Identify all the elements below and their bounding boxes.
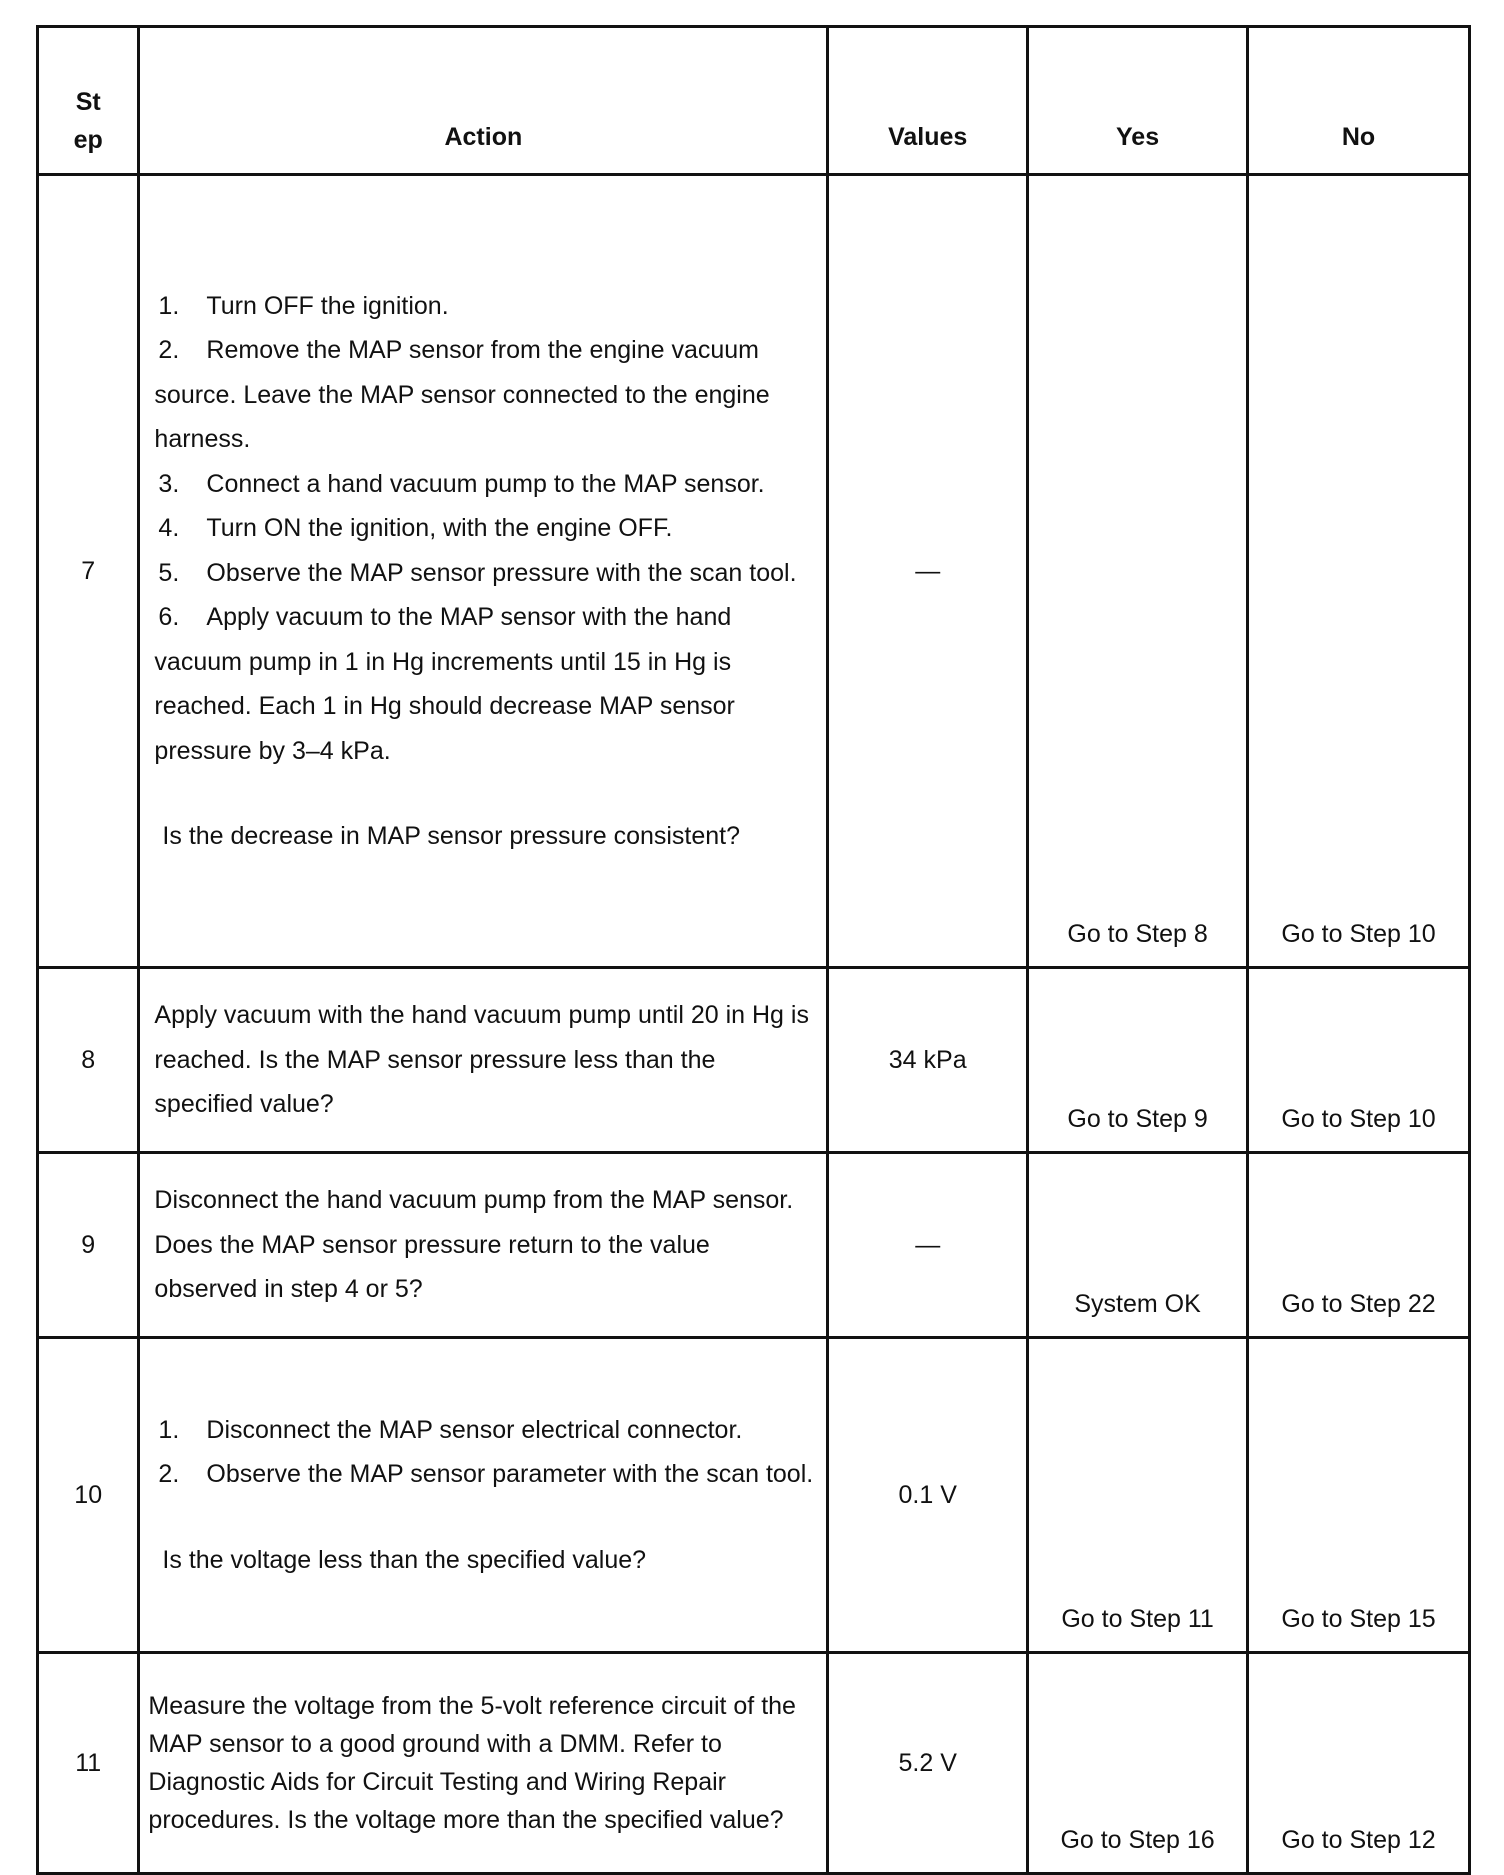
spacer xyxy=(154,773,814,814)
action-item-text: Apply vacuum to the MAP sensor with the hand vacuum pump in 1 in Hg increments until 15 in Hg is reached. Each 1 in Hg should decrease MAP sensor pressure by 3–4 kPa. xyxy=(154,603,735,765)
action-item-number: 2. xyxy=(158,336,180,364)
yes-cell: Go to Step 8 xyxy=(1028,175,1248,968)
header-yes: Yes xyxy=(1028,27,1248,175)
action-cell: Apply vacuum with the hand vacuum pump until 20 in Hg is reached. Is the MAP sensor pressure less than the specified value? xyxy=(139,968,828,1153)
header-row xyxy=(38,27,1470,175)
step-number: 9 xyxy=(38,1153,139,1338)
action-item xyxy=(154,1408,814,1453)
no-cell xyxy=(1248,175,1470,968)
no-cell xyxy=(1248,1653,1470,1874)
diagnostic-table xyxy=(36,25,1471,1875)
action-item xyxy=(154,328,814,462)
table-row xyxy=(38,968,1470,1153)
header-action: Action xyxy=(139,27,828,175)
value-cell: 34 kPa xyxy=(828,968,1028,1153)
action-item-text: Remove the MAP sensor from the engine vacuum source. Leave the MAP sensor connected to the engine harness. xyxy=(154,336,770,453)
no-cell xyxy=(1248,968,1470,1153)
action-cell xyxy=(139,175,828,968)
step-number: 8 xyxy=(38,968,139,1153)
value-cell: — xyxy=(828,1153,1028,1338)
header-step xyxy=(38,27,139,175)
table-row xyxy=(38,1653,1470,1874)
header-step-line1: St xyxy=(75,88,101,116)
step-number: 11 xyxy=(38,1653,139,1874)
action-item-number: 6. xyxy=(158,603,180,631)
action-item-text: Disconnect the MAP sensor electrical connector. xyxy=(206,1415,743,1444)
action-question: Is the voltage less than the specified value? xyxy=(162,1545,647,1574)
no-text: Go to Step 10 xyxy=(1281,1104,1436,1133)
action-item xyxy=(154,462,814,507)
action-item xyxy=(154,284,814,329)
value-cell: — xyxy=(828,175,1028,968)
yes-text: Go to Step 16 xyxy=(1060,1825,1215,1854)
action-item xyxy=(154,506,814,551)
action-item-number: 5. xyxy=(158,558,180,587)
action-item-number: 4. xyxy=(158,514,180,542)
table-row xyxy=(38,1153,1470,1338)
table-row xyxy=(38,1338,1470,1653)
action-item xyxy=(154,1452,814,1497)
yes-cell: System OK xyxy=(1028,1153,1248,1338)
step-number: 10 xyxy=(38,1338,139,1653)
no-text: Go to Step 22 xyxy=(1281,1289,1436,1318)
value-cell: 5.2 V xyxy=(828,1653,1028,1874)
action-item xyxy=(154,595,814,773)
action-cell xyxy=(139,1338,828,1653)
header-values: Values xyxy=(828,27,1028,175)
action-item-number: 1. xyxy=(158,291,180,320)
action-item xyxy=(154,551,814,596)
yes-cell xyxy=(1028,1653,1248,1874)
value-cell: 0.1 V xyxy=(828,1338,1028,1653)
yes-cell xyxy=(1028,1338,1248,1653)
step-number: 7 xyxy=(38,175,139,968)
action-item-text: Turn ON the ignition, with the engine OFF. xyxy=(206,514,673,542)
action-item-number: 1. xyxy=(158,1415,180,1444)
no-cell xyxy=(1248,1338,1470,1653)
no-text: Go to Step 15 xyxy=(1281,1604,1436,1633)
no-text: Go to Step 10 xyxy=(1281,919,1436,948)
action-item-text: Observe the MAP sensor parameter with the scan tool. xyxy=(206,1460,814,1489)
no-cell xyxy=(1248,1153,1470,1338)
yes-cell: Go to Step 9 xyxy=(1028,968,1248,1153)
action-item-text: Connect a hand vacuum pump to the MAP sensor. xyxy=(206,469,765,498)
action-item-text: Observe the MAP sensor pressure with the scan tool. xyxy=(206,558,797,587)
header-no: No xyxy=(1248,27,1470,175)
yes-text: Go to Step 11 xyxy=(1061,1604,1214,1633)
action-item-text: Turn OFF the ignition. xyxy=(206,291,449,320)
header-step-line2: ep xyxy=(73,126,103,154)
action-cell: Measure the voltage from the 5-volt reference circuit of the MAP sensor to a good ground with a DMM. Refer to Diagnostic Aids for Circuit Testing and Wiring Repair procedures. Is the voltage more than the specified value? xyxy=(139,1653,828,1874)
table-row xyxy=(38,175,1470,968)
action-question: Is the decrease in MAP sensor pressure consistent? xyxy=(162,822,741,850)
action-cell: Disconnect the hand vacuum pump from the MAP sensor. Does the MAP sensor pressure return to the value observed in step 4 or 5? xyxy=(139,1153,828,1338)
no-text: Go to Step 12 xyxy=(1281,1825,1436,1854)
action-item-number: 3. xyxy=(158,469,180,498)
spacer xyxy=(154,1497,814,1538)
action-item-number: 2. xyxy=(158,1460,180,1489)
diagnostic-table-container xyxy=(36,25,1471,1875)
